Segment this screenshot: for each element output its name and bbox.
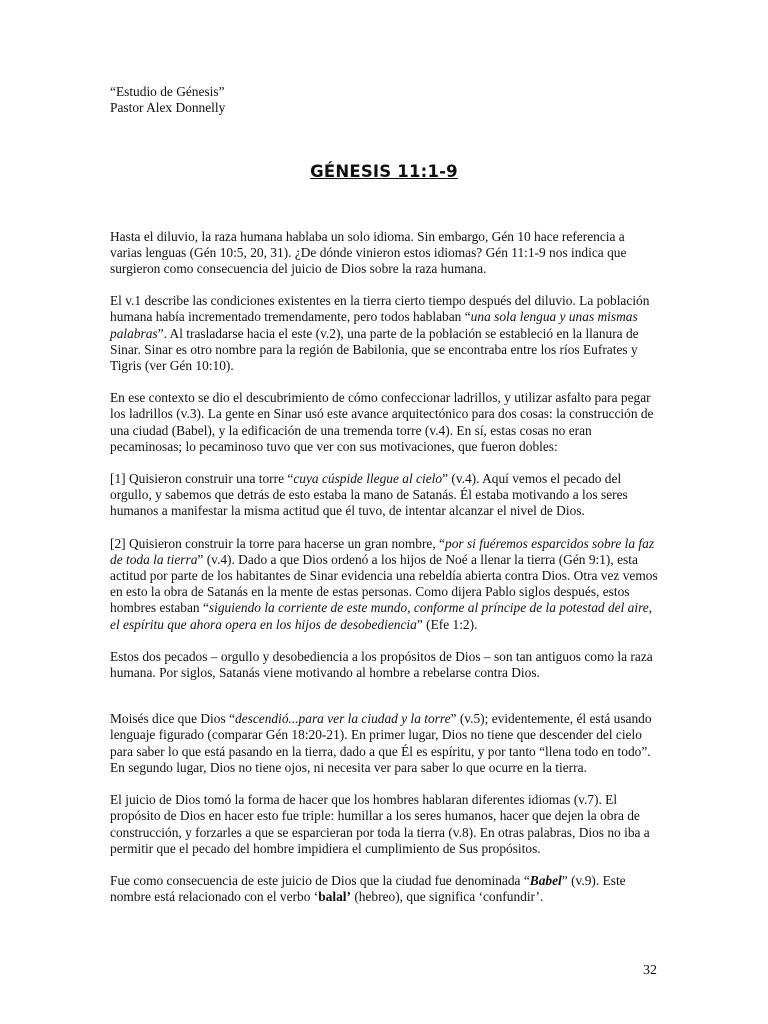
- paragraph-p2: [110, 293, 658, 374]
- text-run: En ese contexto se dio el descubrimiento de cómo confeccionar ladrillos, y utilizar asfalto para pegar los ladrillos (v.3). La gente en Sinar usó este avance arquitectónico para dos cosas: la construcción de una ciudad (Babel), y la edificación de una tremenda torre (v.4). En sí, estas cosas no eran pecaminosas; lo pecaminoso tuvo que ver con sus motivaciones, que fueron dobles:: [110, 390, 654, 454]
- text-run: ” (v.4). Aquí vemos el pecado del orgullo, y sabemos que detrás de esto estaba la mano de Satanás. Él estaba motivando a los seres humanos a manifestar la misma actitud que él tuvo, de intentar alcanzar el nivel de Dios.: [110, 471, 628, 519]
- text-run: Hasta el diluvio, la raza humana hablaba un solo idioma. Sin embargo, Gén 10 hace referencia a varias lenguas (Gén 10:5, 20, 31). ¿De dónde vinieron estos idiomas? Gén 11:1-9 nos indica que surgieron como consecuencia del juicio de Dios sobre la raza humana.: [110, 228, 627, 277]
- document-author: Pastor Alex Donnelly: [110, 100, 226, 116]
- paragraph-p5: [110, 536, 658, 633]
- text-run: ” (v.4). Dado a que Dios ordenó a los hijos de Noé a llenar la tierra (Gén 9:1), esta actitud por parte de los habitantes de Sinar evidencia una rebeldía abierta contra Dios. Otra vez vemos en esto la obra de Satanás en la mente de estas personas. Como dijera Pablo siglos después, estos hombres estaban “: [110, 551, 658, 616]
- document-page: [110, 84, 658, 921]
- page-title: GÉNESIS 11:1-9: [310, 162, 458, 182]
- text-run: El v.1 describe las condiciones existentes en la tierra cierto tiempo después del diluvio. La población humana había incrementado tremendamente, pero todos hablaban “: [110, 293, 650, 325]
- page-number: 32: [643, 963, 657, 978]
- text-run: ” (Efe 1:2).: [416, 616, 478, 632]
- paragraph-p8: [110, 792, 658, 857]
- text-run: [2] Quisieron construir la torre para hacerse un gran nombre, “: [110, 535, 446, 551]
- text-run: Fue como consecuencia de este juicio de Dios que la ciudad fue denominada “: [110, 872, 530, 888]
- text-run: Moisés dice que Dios “: [110, 711, 235, 727]
- bold-text: balal’: [318, 889, 351, 905]
- text-run: El juicio de Dios tomó la forma de hacer que los hombres hablaran diferentes idiomas (v.7). El propósito de Dios en hacer esto fue triple: humillar a los seres humanos, hacer que dejen la obra de construcción, y forzarles a que se esparcieran por toda la tierra (v.8). En otras palabras, Dios no iba a permitir que el pecado del hombre impidiera el cumplimiento de Sus propósitos.: [110, 792, 650, 856]
- paragraph-p3: [110, 390, 658, 455]
- paragraph-p1: [110, 229, 658, 278]
- text-run: ” (v.9). Este nombre está relacionado con el verbo ‘: [110, 872, 626, 905]
- paragraph-p6: [110, 649, 658, 681]
- quoted-text: descendió...para ver la ciudad y la torre: [234, 711, 451, 727]
- text-run: Estos dos pecados – orgullo y desobediencia a los propósitos de Dios – son tan antiguos como la raza humana. Por siglos, Satanás viene motivando al hombre a rebelarse contra Dios.: [110, 648, 653, 681]
- paragraph-p9: [110, 873, 658, 905]
- body-text: [110, 229, 658, 906]
- document-series-title: “Estudio de Génesis”: [110, 84, 225, 99]
- text-run: [1] Quisieron construir una torre “: [110, 471, 294, 487]
- text-run: ”. Al trasladarse hacia el este (v.2), una parte de la población se estableció en la llanura de Sinar. Sinar es otro nombre para la región de Babilonia, que se encontraba entre los ríos Eufrates y Tigris (ver Gén 10:10).: [110, 325, 639, 374]
- paragraph-p7: [110, 711, 658, 776]
- text-run: ” (v.5); evidentemente, él está usando lenguaje figurado (comparar Gén 18:20-21). En primer lugar, Dios no tiene que descender del cielo para saber lo que está pasando en la tierra, dado a que Él es espíritu, y por tanto “llena todo en todo”. En segundo lugar, Dios no tiene ojos, ni necesita ver para saber lo que ocurre en la tierra.: [110, 711, 652, 775]
- quoted-text: siguiendo la corriente de este mundo, conforme al príncipe de la potestad del aire, el espíritu que ahora opera en los hijos de desobediencia: [110, 600, 653, 632]
- quoted-text: cuya cúspide llegue al cielo: [293, 471, 443, 487]
- quoted-text: por si fuéremos esparcidos sobre la faz de toda la tierra: [110, 535, 655, 567]
- quoted-text: una sola lengua y unas mismas palabras: [110, 309, 638, 341]
- text-run: (hebreo), que significa ‘confundir’.: [350, 889, 544, 905]
- bold-italic-text: Babel: [529, 872, 562, 888]
- paragraph-p4: [110, 471, 658, 520]
